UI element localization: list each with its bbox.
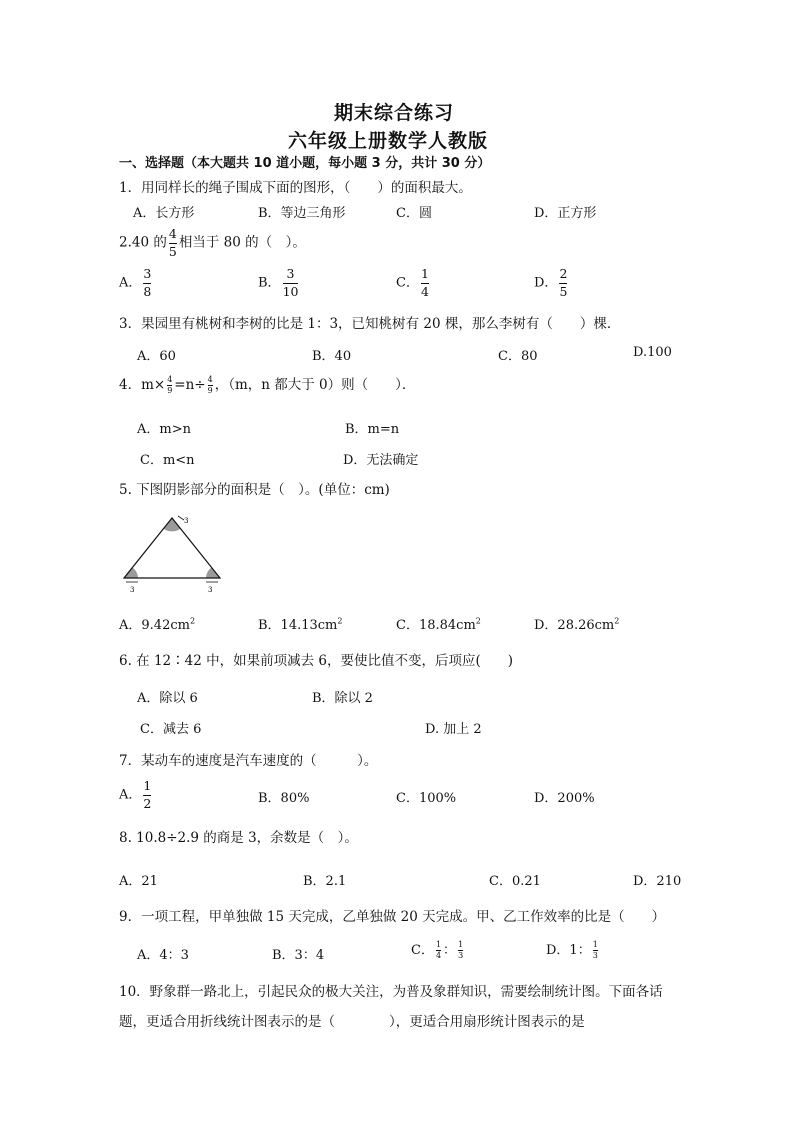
question-10-line-1: 10．野象群一路北上，引起民众的极大关注，为普及象群知识，需要绘制统计图。下面各话 xyxy=(119,984,663,1000)
q4-option-d: D．无法确定 xyxy=(343,453,419,468)
q9-option-a: A．4：3 xyxy=(137,948,189,963)
label-top: 3 xyxy=(184,517,189,525)
q6-option-b: B．除以 2 xyxy=(312,691,373,706)
q8-option-b: B．2.1 xyxy=(303,874,347,889)
q4-option-a: A．m>n xyxy=(137,422,191,437)
q8-option-c: C．0.21 xyxy=(489,874,541,889)
page-subtitle: 六年级上册数学人教版 xyxy=(288,130,489,152)
q2-option-d: D． $\frac{2}{5}$ xyxy=(534,266,568,299)
q9-option-d: D．1： $\frac{1}{3}$ xyxy=(546,940,598,960)
q2-option-b: B． $\frac{3}{10}$ xyxy=(258,266,299,299)
q1-option-d: D．正方形 xyxy=(534,206,597,221)
question-6: 6. 在 12∶42 中，如果前项减去 6，要使比值不变，后项应( ) xyxy=(119,653,514,669)
q7-option-b: B．80% xyxy=(258,791,310,806)
question-8: 8. 10.8÷2.9 的商是 3，余数是（ ）。 xyxy=(119,830,358,846)
q1-option-c: C．圆 xyxy=(396,206,432,221)
question-1: 1．用同样长的绳子围成下面的图形，（ ）的面积最大。 xyxy=(119,180,472,196)
q3-option-a: A．60 xyxy=(137,349,176,364)
label-right: 3 xyxy=(208,586,213,594)
label-left: 3 xyxy=(130,586,135,594)
shaded-triangle-figure xyxy=(116,510,226,598)
question-5: 5. 下图阴影部分的面积是（ ）。(单位：cm) xyxy=(119,482,390,498)
q7-option-c: C．100% xyxy=(396,791,457,806)
q8-option-a: A．21 xyxy=(119,874,158,889)
question-4: 4．m× $\frac{4}{9}$ =n÷ $\frac{4}{9}$ ，（m，n 都大于 0）则（ ）． xyxy=(119,375,416,395)
q3-option-b: B．40 xyxy=(312,349,352,364)
q5-option-b: B．$14.13cm^2$ xyxy=(258,616,343,633)
q7-option-a: A． $\frac{1}{2}$ xyxy=(119,778,152,811)
q4-option-b: B．m=n xyxy=(345,422,400,437)
q7-option-d: D．200% xyxy=(534,791,595,806)
q4-option-c: C．m<n xyxy=(140,453,195,468)
page-title: 期末综合练习 xyxy=(334,102,455,124)
q5-option-c: C．$18.84cm^2$ xyxy=(396,616,481,633)
q6-option-a: A．除以 6 xyxy=(137,691,198,706)
q3-option-c: C．80 xyxy=(498,349,538,364)
q1-option-a: A．长方形 xyxy=(133,206,195,221)
q8-option-d: D．210 xyxy=(633,874,682,889)
question-10-line-2: 题，更适合用折线统计图表示的是（ ），更适合用扇形统计图表示的是 xyxy=(119,1014,585,1030)
section-heading: 一、选择题（本大题共 10 道小题，每小题 3 分，共计 30 分） xyxy=(119,156,491,171)
q5-option-a: A．$9.42cm^2$ xyxy=(119,616,196,633)
q1-option-b: B．等边三角形 xyxy=(258,206,346,221)
q9-option-c: C． $\frac{1}{4}$ ： $\frac{1}{3}$ xyxy=(411,940,464,960)
q9-option-b: B．3：4 xyxy=(272,948,325,963)
q6-option-d: D. 加上 2 xyxy=(425,722,482,737)
question-2: 2.40 的 $\frac{4}{5}$ 相当于 80 的（ ）。 xyxy=(119,226,306,259)
q6-option-c: C．减去 6 xyxy=(140,722,202,737)
question-9: 9．一项工程，甲单独做 15 天完成，乙单独做 20 天完成。甲、乙工作效率的比是（ ） xyxy=(119,909,666,925)
q5-option-d: D．$28.26cm^2$ xyxy=(534,616,620,633)
q2-option-c: C． $\frac{1}{4}$ xyxy=(396,266,429,299)
q2-option-a: A． $\frac{3}{8}$ xyxy=(119,266,152,299)
question-3: 3．果园里有桃树和李树的比是 1：3，已知桃树有 20 棵，那么李树有（ ）棵． xyxy=(119,316,621,332)
q3-option-d: D.100 xyxy=(633,345,672,360)
question-7: 7．某动车的速度是汽车速度的（ ）。 xyxy=(119,753,378,769)
